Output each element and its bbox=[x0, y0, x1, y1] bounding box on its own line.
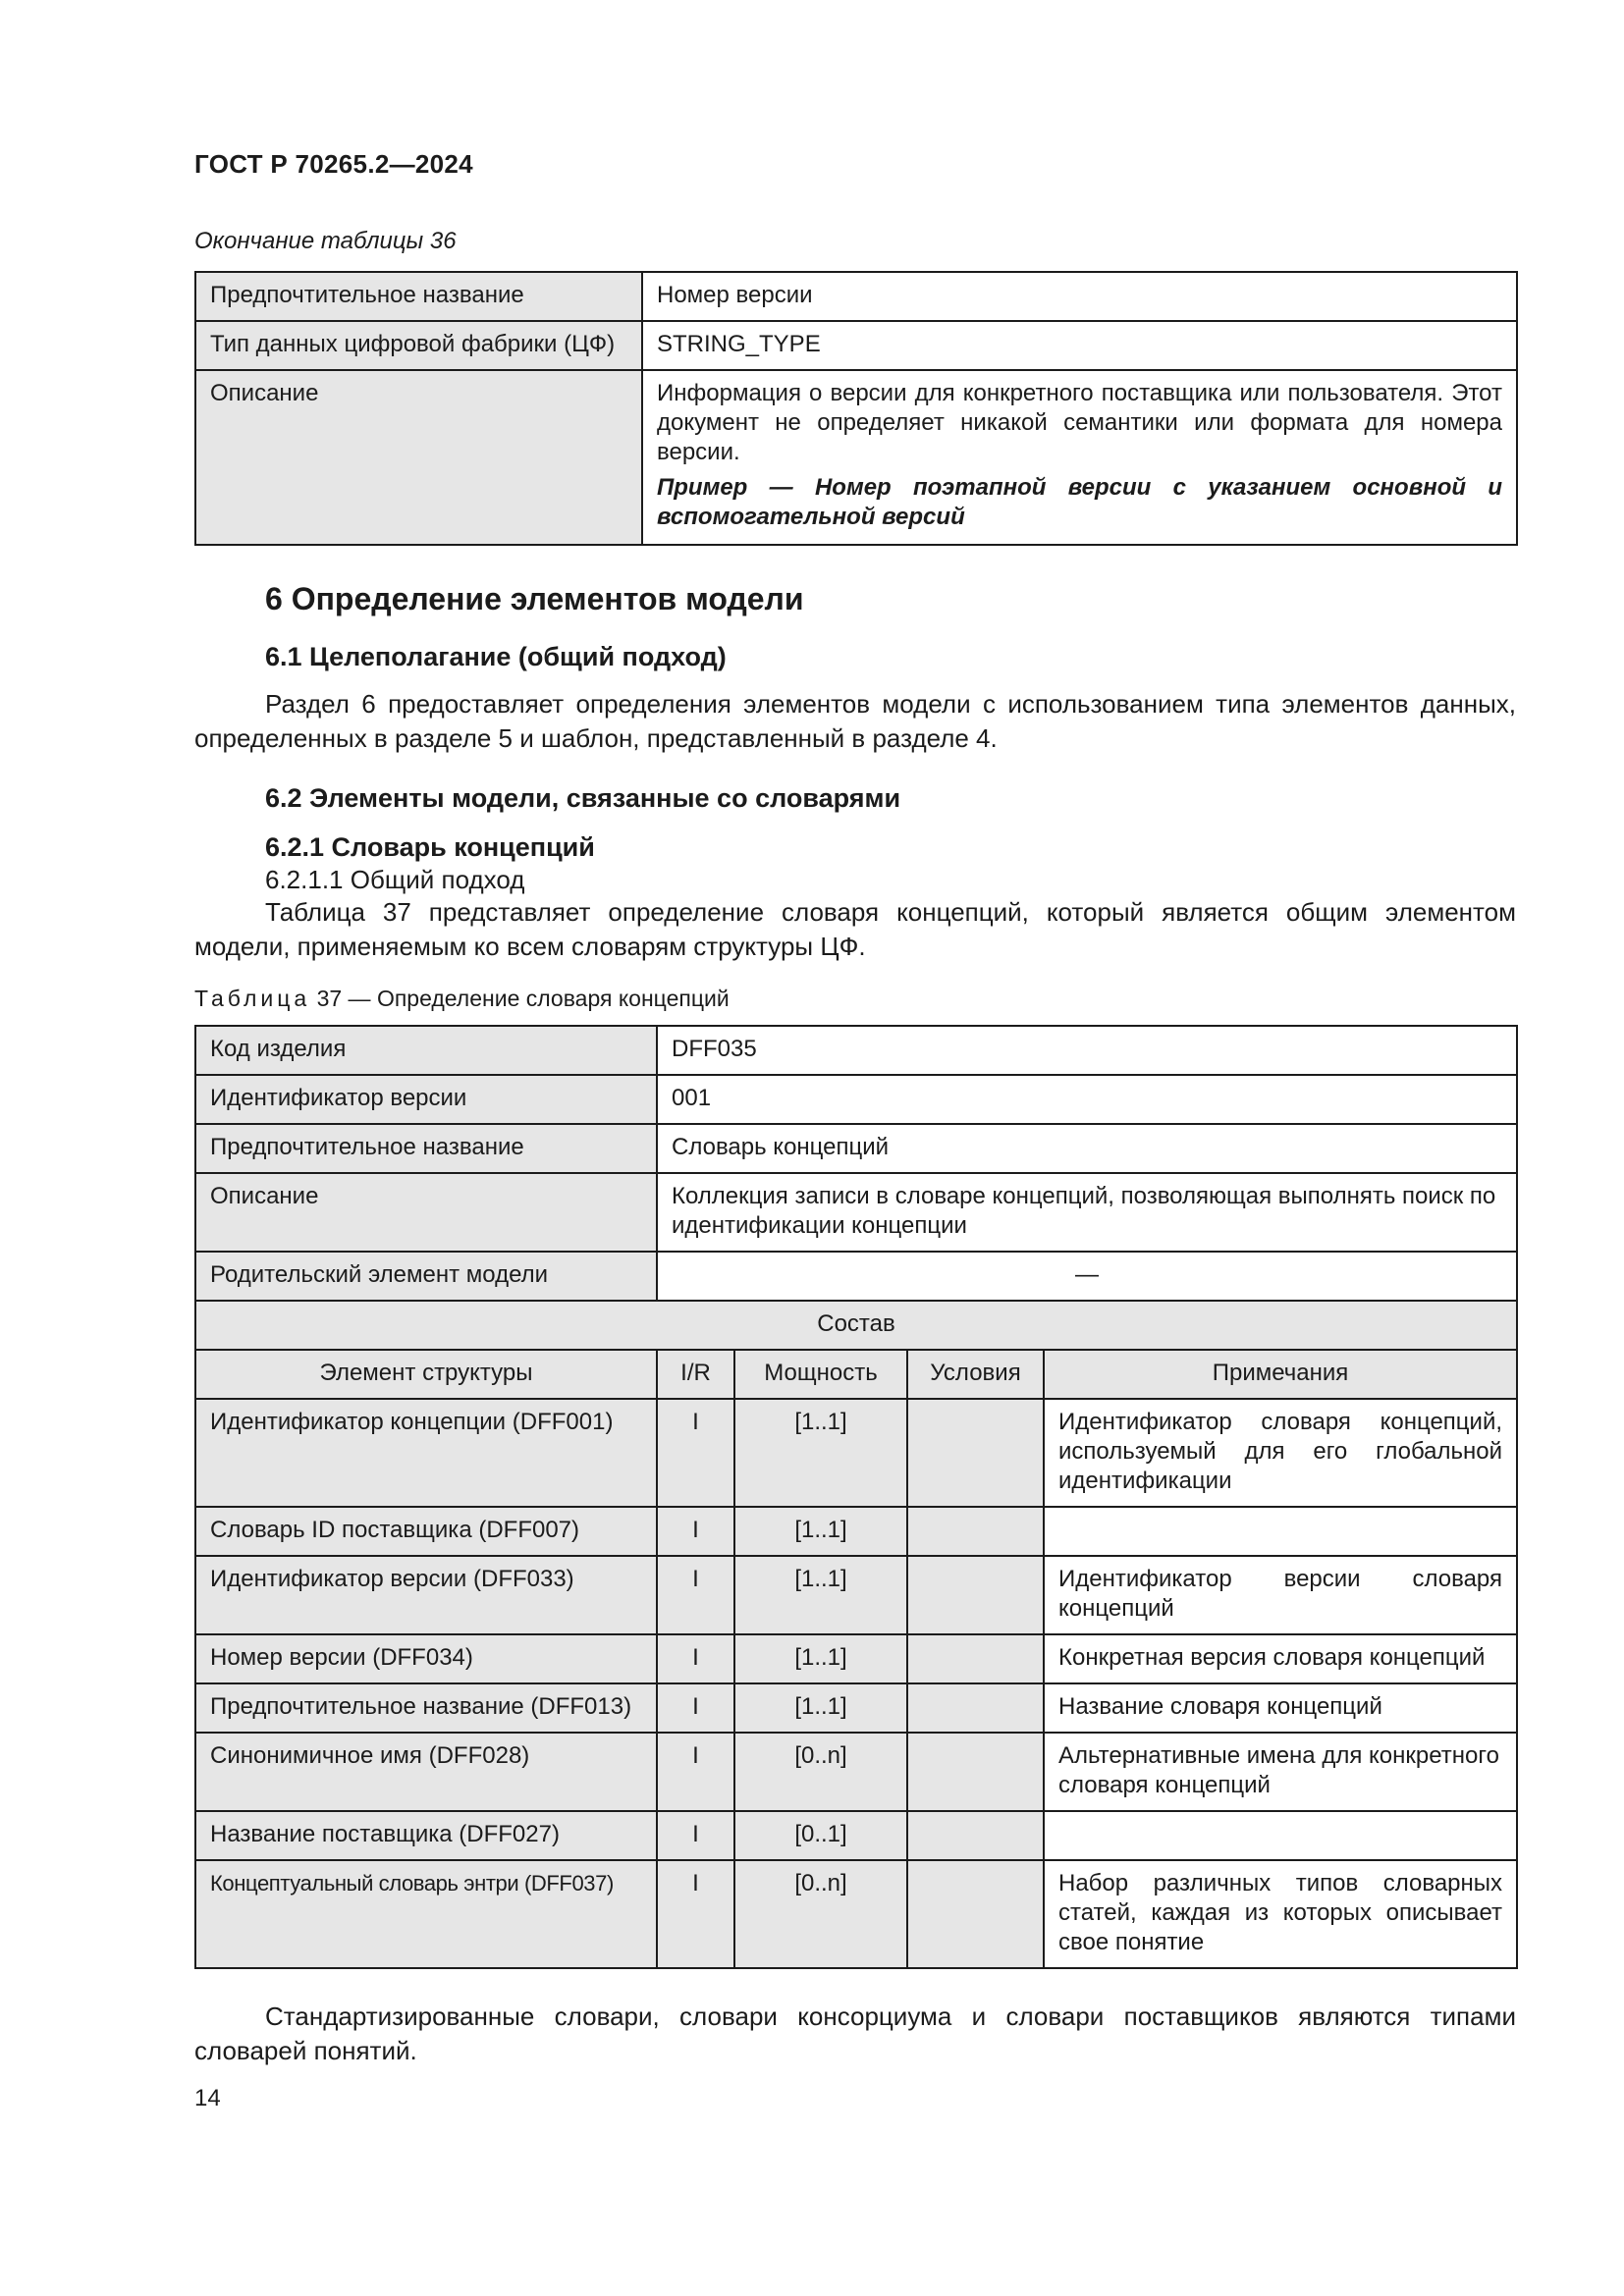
cardinality-cell: [1..1] bbox=[734, 1556, 907, 1634]
table-row bbox=[195, 1860, 1517, 1968]
ir-cell: I bbox=[657, 1556, 734, 1634]
note-cell: Идентификатор версии словаря концепций bbox=[1044, 1556, 1517, 1634]
description-text: Информация о версии для конкретного поставщика или пользователя. Этот документ не определяет никакой семантики или формата для номера версии. bbox=[657, 380, 1502, 465]
column-header: Условия bbox=[907, 1350, 1044, 1399]
section-6-2-1-1-title: 6.2.1.1 Общий подход bbox=[265, 865, 525, 894]
ir-cell: I bbox=[657, 1634, 734, 1683]
element-cell: Синонимичное имя (DFF028) bbox=[195, 1733, 657, 1811]
table-row bbox=[195, 1399, 1517, 1507]
note-cell: Набор различных типов словарных статей, каждая из которых описывает свое понятие bbox=[1044, 1860, 1517, 1968]
column-header: Мощность bbox=[734, 1350, 907, 1399]
row-label: Предпочтительное название bbox=[195, 1124, 657, 1173]
composition-title: Состав bbox=[195, 1301, 1517, 1350]
ir-cell: I bbox=[657, 1399, 734, 1507]
row-value: 001 bbox=[657, 1075, 1517, 1124]
column-header: Примечания bbox=[1044, 1350, 1517, 1399]
table-row bbox=[195, 1507, 1517, 1556]
table37-caption-text: 37 — Определение словаря концепций bbox=[310, 986, 730, 1011]
element-cell: Предпочтительное название (DFF013) bbox=[195, 1683, 657, 1733]
table36-caption: Окончание таблицы 36 bbox=[194, 228, 457, 254]
note-cell bbox=[1044, 1811, 1517, 1860]
ir-cell: I bbox=[657, 1683, 734, 1733]
column-header: Элемент структуры bbox=[195, 1350, 657, 1399]
row-value: Словарь концепций bbox=[657, 1124, 1517, 1173]
column-header: I/R bbox=[657, 1350, 734, 1399]
note-cell: Название словаря концепций bbox=[1044, 1683, 1517, 1733]
cardinality-cell: [1..1] bbox=[734, 1634, 907, 1683]
section-6-2-title: 6.2 Элементы модели, связанные со словарями bbox=[265, 783, 901, 813]
row-label: Тип данных цифровой фабрики (ЦФ) bbox=[195, 321, 642, 370]
row-label: Описание bbox=[195, 370, 642, 545]
table-36 bbox=[194, 271, 1518, 546]
conditions-cell bbox=[907, 1811, 1044, 1860]
closing-paragraph: Стандартизированные словари, словари консорциума и словари поставщиков являются типами словарей понятий. bbox=[194, 2002, 1516, 2065]
conditions-cell bbox=[907, 1399, 1044, 1507]
row-label: Предпочтительное название bbox=[195, 272, 642, 321]
row-label: Код изделия bbox=[195, 1026, 657, 1075]
section-6-2-1-1-text: Таблица 37 представляет определение словаря концепций, который является общим элементом модели, применяемым ко всем словарям структуры ЦФ. bbox=[194, 897, 1516, 961]
row-label: Идентификатор версии bbox=[195, 1075, 657, 1124]
table37-caption bbox=[194, 986, 730, 1012]
element-cell: Концептуальный словарь энтри (DFF037) bbox=[195, 1860, 657, 1968]
table-37 bbox=[194, 1025, 1518, 1969]
note-cell: Конкретная версия словаря концепций bbox=[1044, 1634, 1517, 1683]
conditions-cell bbox=[907, 1556, 1044, 1634]
section-6-title: 6 Определение элементов модели bbox=[265, 581, 804, 616]
table-row bbox=[195, 370, 1517, 545]
element-cell: Идентификатор версии (DFF033) bbox=[195, 1556, 657, 1634]
conditions-cell bbox=[907, 1507, 1044, 1556]
element-cell: Название поставщика (DFF027) bbox=[195, 1811, 657, 1860]
table-row bbox=[195, 1733, 1517, 1811]
column-header-row bbox=[195, 1350, 1517, 1399]
cardinality-cell: [0..n] bbox=[734, 1733, 907, 1811]
section-6-1-text: Раздел 6 предоставляет определения элементов модели с использованием типа элементов данных, определенных в разделе 5 и шаблон, представленный в разделе 4. bbox=[194, 689, 1516, 753]
document-id: ГОСТ Р 70265.2—2024 bbox=[194, 149, 473, 179]
cardinality-cell: [0..1] bbox=[734, 1811, 907, 1860]
ir-cell: I bbox=[657, 1507, 734, 1556]
row-value: Номер версии bbox=[642, 272, 1517, 321]
cardinality-cell: [1..1] bbox=[734, 1507, 907, 1556]
element-cell: Словарь ID поставщика (DFF007) bbox=[195, 1507, 657, 1556]
row-value: Коллекция записи в словаре концепций, позволяющая выполнять поиск по идентификации концепции bbox=[657, 1173, 1517, 1252]
table-row bbox=[195, 1634, 1517, 1683]
table-row bbox=[195, 321, 1517, 370]
ir-cell: I bbox=[657, 1733, 734, 1811]
element-cell: Идентификатор концепции (DFF001) bbox=[195, 1399, 657, 1507]
note-cell bbox=[1044, 1507, 1517, 1556]
section-6-2-1-title: 6.2.1 Словарь концепций bbox=[265, 832, 595, 862]
table-row bbox=[195, 1173, 1517, 1252]
row-label: Описание bbox=[195, 1173, 657, 1252]
table-row bbox=[195, 1026, 1517, 1075]
table-row bbox=[195, 1124, 1517, 1173]
table37-caption-label: Таблица bbox=[194, 986, 311, 1011]
table-row bbox=[195, 1556, 1517, 1634]
table-row bbox=[195, 1075, 1517, 1124]
ir-cell: I bbox=[657, 1860, 734, 1968]
example-note: Пример — Номер поэтапной версии с указанием основной и вспомогательной версий bbox=[657, 474, 1502, 530]
table-row bbox=[195, 1811, 1517, 1860]
table-row bbox=[195, 272, 1517, 321]
cardinality-cell: [1..1] bbox=[734, 1399, 907, 1507]
note-cell: Идентификатор словаря концепций, используемый для его глобальной идентификации bbox=[1044, 1399, 1517, 1507]
note-cell: Альтернативные имена для конкретного словаря концепций bbox=[1044, 1733, 1517, 1811]
section-6-1-title: 6.1 Целеполагание (общий подход) bbox=[265, 642, 727, 671]
composition-header-row bbox=[195, 1301, 1517, 1350]
conditions-cell bbox=[907, 1860, 1044, 1968]
table-row bbox=[195, 1683, 1517, 1733]
element-cell: Номер версии (DFF034) bbox=[195, 1634, 657, 1683]
row-value: STRING_TYPE bbox=[642, 321, 1517, 370]
cardinality-cell: [0..n] bbox=[734, 1860, 907, 1968]
row-value: DFF035 bbox=[657, 1026, 1517, 1075]
conditions-cell bbox=[907, 1683, 1044, 1733]
table-row bbox=[195, 1252, 1517, 1301]
page-number: 14 bbox=[194, 2085, 221, 2111]
ir-cell: I bbox=[657, 1811, 734, 1860]
cardinality-cell: [1..1] bbox=[734, 1683, 907, 1733]
conditions-cell bbox=[907, 1733, 1044, 1811]
row-value-cell bbox=[642, 370, 1517, 545]
row-value: — bbox=[657, 1252, 1517, 1301]
conditions-cell bbox=[907, 1634, 1044, 1683]
row-label: Родительский элемент модели bbox=[195, 1252, 657, 1301]
